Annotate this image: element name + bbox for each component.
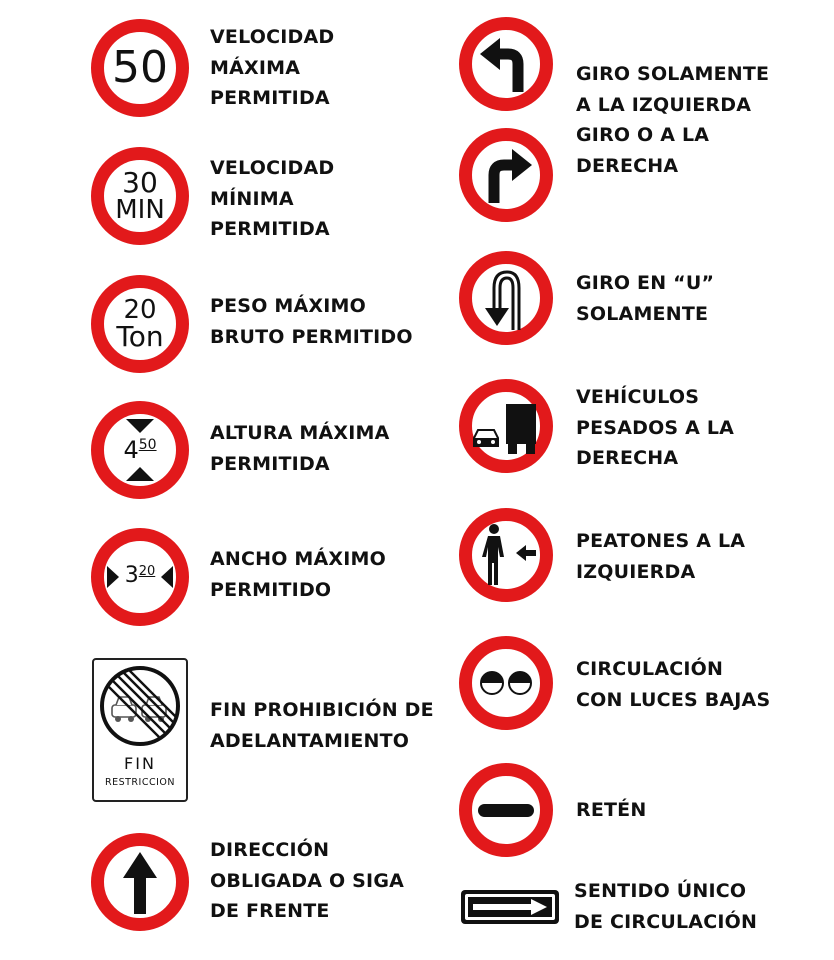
max-width-value: 3	[124, 563, 139, 588]
min-speed-label: VELOCIDAD MÍNIMA PERMITIDA	[210, 157, 335, 240]
heavy-vehicles-sign	[459, 379, 553, 473]
min-speed-sign	[91, 147, 189, 245]
heavy-vehicles-label: VEHÍCULOS PESADOS A LA DERECHA	[576, 386, 735, 469]
turn-left-sign	[459, 17, 553, 111]
max-weight-unit: Ton	[116, 320, 164, 353]
go-straight-sign	[91, 833, 189, 931]
max-width-decimal: 20	[138, 564, 156, 579]
max-width-label: ANCHO MÁXIMO PERMITIDO	[210, 548, 387, 601]
max-weight-label: PESO MÁXIMO BRUTO PERMITIDO	[210, 295, 413, 348]
low-beams-label: CIRCULACIÓN CON LUCES BAJAS	[576, 658, 771, 711]
turn-right-sign	[459, 128, 553, 222]
u-turn-sign	[459, 251, 553, 345]
min-speed-unit: MIN	[115, 195, 165, 225]
arrow-up-icon	[104, 846, 176, 918]
pedestrian-icon	[472, 521, 540, 589]
checkpoint-sign	[459, 763, 553, 857]
turn-left-right-label: GIRO SOLAMENTE A LA IZQUIERDA GIRO O A LA DERECHA	[576, 63, 770, 177]
end-no-overtaking-label: FIN PROHIBICIÓN DE ADELANTAMIENTO	[210, 699, 434, 752]
checkpoint-label: RETÉN	[576, 799, 647, 821]
one-way-sign	[461, 890, 559, 924]
max-speed-value: 50	[112, 42, 168, 93]
max-weight-value: 20	[123, 295, 157, 325]
u-turn-label: GIRO EN “U” SOLAMENTE	[576, 272, 715, 325]
low-beams-icon	[472, 649, 540, 717]
pedestrians-left-sign	[459, 508, 553, 602]
max-height-value: 4	[123, 436, 139, 464]
bar-icon	[472, 776, 540, 844]
end-no-overtaking-sign	[92, 658, 188, 802]
one-way-arrow-icon	[461, 890, 559, 924]
max-speed-sign	[91, 19, 189, 117]
pedestrians-left-label: PEATONES A LA IZQUIERDA	[576, 530, 746, 583]
min-speed-value: 30	[122, 166, 158, 199]
end-restriction-text: RESTRICCION	[105, 777, 175, 788]
end-restriction-fin: FIN	[124, 754, 156, 773]
max-height-label: ALTURA MÁXIMA PERMITIDA	[210, 422, 390, 475]
max-weight-sign	[91, 275, 189, 373]
turn-right-arrow-icon	[472, 141, 540, 209]
u-turn-arrow-icon	[472, 264, 540, 332]
max-speed-label: VELOCIDAD MÁXIMA PERMITIDA	[210, 26, 335, 109]
truck-and-car-icon	[472, 392, 540, 460]
low-beams-sign	[459, 636, 553, 730]
max-width-sign	[91, 528, 189, 626]
turn-left-arrow-icon	[472, 30, 540, 98]
max-height-decimal: 50	[138, 437, 157, 453]
one-way-label: SENTIDO ÚNICO DE CIRCULACIÓN	[574, 880, 758, 933]
go-straight-label: DIRECCIÓN OBLIGADA O SIGA DE FRENTE	[210, 839, 405, 922]
max-height-sign	[91, 401, 189, 499]
end-no-overtaking-icon	[94, 662, 186, 752]
